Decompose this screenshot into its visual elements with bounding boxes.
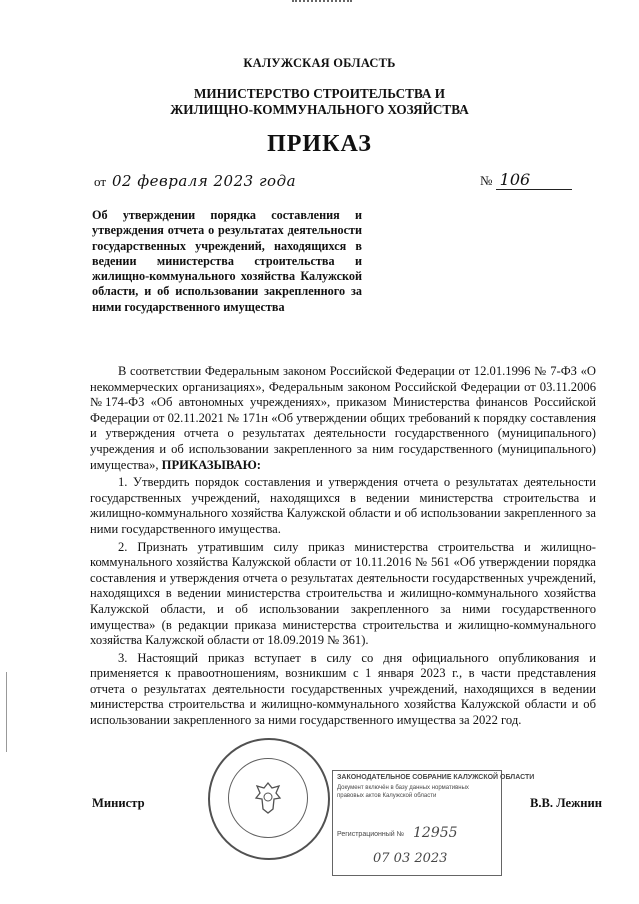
ministry-heading-line1: МИНИСТЕРСТВО СТРОИТЕЛЬСТВА И <box>193 86 446 101</box>
handwritten-date: 02 февраля 2023 года <box>112 172 297 190</box>
stamp-date: 07 03 2023 <box>373 851 448 866</box>
coat-of-arms-icon <box>253 779 283 815</box>
document-body <box>90 364 596 729</box>
order-item-2: 2. Признать утратившим силу приказ министерства строительства и жилищно-коммунального хозяйства Калужской области от 10.11.2016 № 561 «Об утверждении порядка составления и утверждения отчета о результатах деятельности государственных учреждений, находящихся в ведении министерства строительства и жилищно-коммунального хозяйства Калужской области, и об использовании закрепленного за ними государственного имущества» (в редакции приказа министерства строительства и жилищно-коммунального хозяйства Калужской области от 18.09.2019 № 361). <box>90 539 596 648</box>
handwritten-number: 106 <box>496 170 572 190</box>
stamp-regno: 12955 <box>413 825 458 841</box>
preamble-paragraph <box>90 364 596 473</box>
registration-stamp <box>332 770 535 876</box>
ministry-heading <box>0 86 639 118</box>
signatory-title: Министр <box>92 796 145 810</box>
scan-margin-mark <box>6 672 11 752</box>
document-date <box>94 172 296 190</box>
document-subject: Об утверждении порядка составления и утверждения отчета о результатах деятельности государственных учреждений, находящихся в ведении министерства строительства и жилищно-коммунального хозяйства Калужской области, и об использовании закрепленного за ними государственного имущества <box>92 208 362 314</box>
ministry-heading-line2: ЖИЛИЩНО-КОММУНАЛЬНОГО ХОЗЯЙСТВА <box>170 102 469 117</box>
order-item-3: 3. Настоящий приказ вступает в силу со дня официального опубликования и применяется к правоотношениям, возникшим с 1 января 2023 г., в части представления отчета о результатах деятельности государственных учреждений, находящихся в ведении министерства строительства и жилищно-коммунального хозяйства Калужской области и об использовании закрепленного за ними государственного имущества за 2022 год. <box>90 650 596 728</box>
scan-top-mark <box>292 0 352 5</box>
official-seal <box>208 738 330 860</box>
date-prefix: от <box>94 174 107 189</box>
document-type-title: ПРИКАЗ <box>267 131 372 157</box>
number-prefix: № <box>480 173 493 188</box>
document-number <box>480 170 572 190</box>
region-heading: КАЛУЖСКАЯ ОБЛАСТЬ <box>243 56 396 70</box>
signatory-name: В.В. Лежнин <box>529 796 602 810</box>
orders-word: ПРИКАЗЫВАЮ: <box>161 457 261 472</box>
stamp-regno-label: Регистрационный № <box>337 831 405 838</box>
stamp-header: ЗАКОНОДАТЕЛЬНОЕ СОБРАНИЕ КАЛУЖСКОЙ ОБЛАСТИ <box>337 774 535 781</box>
preamble-text: В соответствии Федеральным законом Российской Федерации от 12.01.1996 № 7-ФЗ «О некоммерческих организациях», Федеральным законом Российской Федерации от 03.11.2006 №174-ФЗ «Об автономных учреждениях», приказом Министерства финансов Российской Федерации от 02.11.2021 № 171н «Об утверждении общих требований к порядку составления и утверждения отчета о результатах деятельности государственного (муниципального) учреждения и об использовании закрепленного за ним государственного (муниципального) имущества», <box>90 364 596 472</box>
seal-inner-ring <box>228 758 308 838</box>
stamp-note: Документ включён в базу данных нормативных правовых актов Калужской области <box>337 785 469 799</box>
order-item-1: 1. Утвердить порядок составления и утверждения отчета о результатах деятельности государственных учреждений, находящихся в ведении министерства строительства и жилищно-коммунального хозяйства Калужской области и об использовании закрепленного за ними государственного имущества. <box>90 475 596 536</box>
